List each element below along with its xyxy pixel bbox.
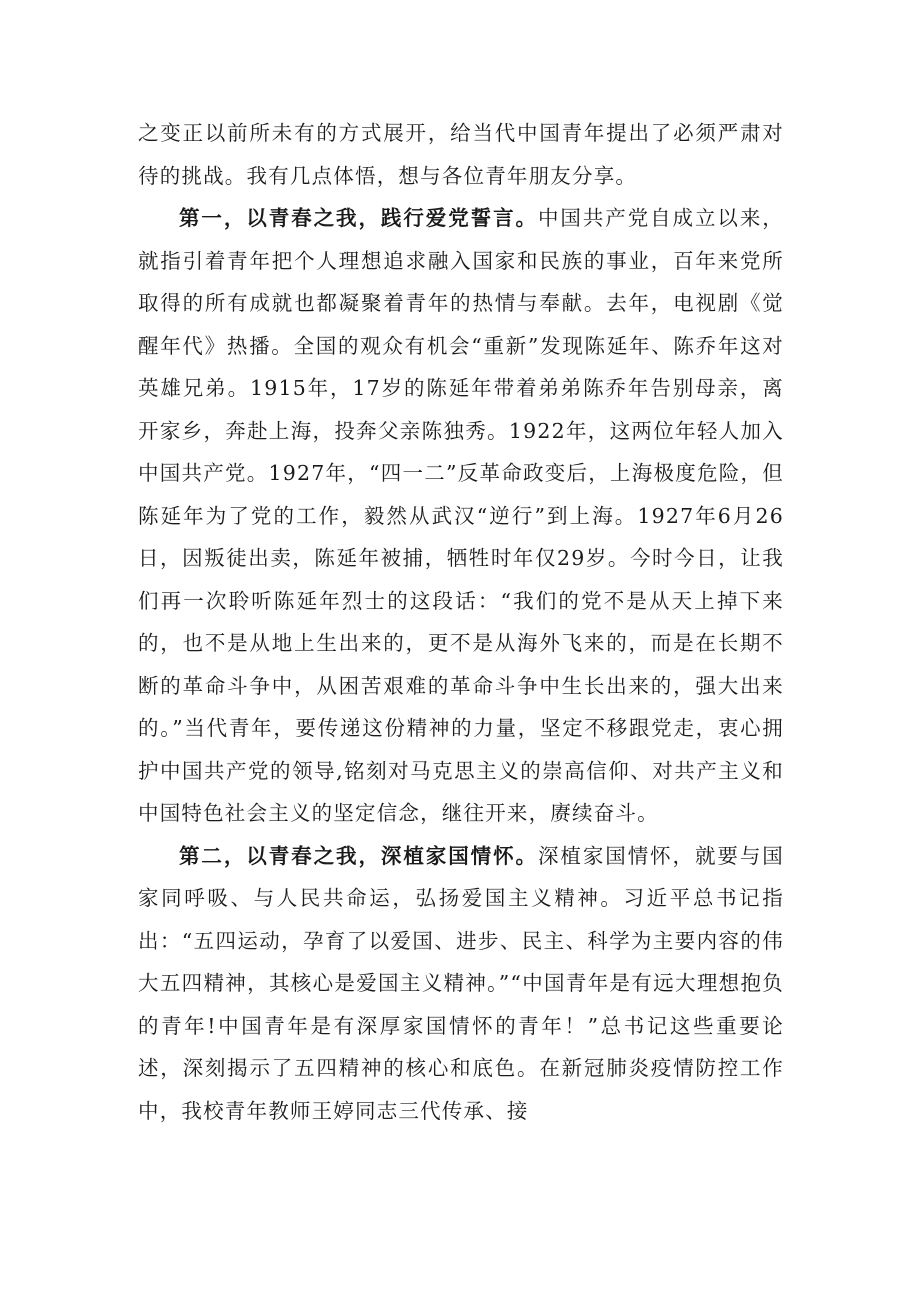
paragraph-second-point — [138, 835, 784, 1133]
paragraph-text: 之变正以前所未有的方式展开，给当代中国青年提出了必须严肃对待的挑战。我有几点体悟，想与各位青年朋友分享。 — [138, 121, 784, 188]
document-body — [138, 112, 784, 1132]
paragraph-continuation — [138, 112, 784, 197]
paragraph-text: 深植家国情怀，就要与国家同呼吸、与人民共命运，弘扬爱国主义精神。习近平总书记指出：“五四运动，孕育了以爱国、进步、民主、科学为主要内容的伟大五四精神，其核心是爱国主义精神。”“中国青年是有远大理想抱负的青年!中国青年是有深厚家国情怀的青年！”总书记这些重要论述，深刻揭示了五四精神的核心和底色。在新冠肺炎疫情防控工作中，我校青年教师王婷同志三代传承、接 — [138, 843, 784, 1123]
paragraph-heading: 第二，以青春之我，深植家国情怀。 — [179, 843, 538, 868]
paragraph-first-point — [138, 197, 784, 835]
paragraph-text: 中国共产党自成立以来，就指引着青年把个人理想追求融入国家和民族的事业，百年来党所取得的所有成就也都凝聚着青年的热情与奉献。去年，电视剧《觉醒年代》热播。全国的观众有机会“重新”发现陈延年、陈乔年这对英雄兄弟。1915年，17岁的陈延年带着弟弟陈乔年告别母亲，离开家乡，奔赴上海，投奔父亲陈独秀。1922年，这两位年轻人加入中国共产党。1927年，“四一二”反革命政变后，上海极度危险，但陈延年为了党的工作，毅然从武汉“逆行”到上海。1927年6月26日，因叛徒出卖，陈延年被捕，牺牲时年仅29岁。今时今日，让我们再一次聆听陈延年烈士的这段话：“我们的党不是从天上掉下来的，也不是从地上生出来的，更不是从海外飞来的，而是在长期不断的革命斗争中，从困苦艰难的革命斗争中生长出来的，强大出来的。”当代青年，要传递这份精神的力量，坚定不移跟党走，衷心拥护中国共产党的领导,铭刻对马克思主义的崇高信仰、对共产主义和中国特色社会主义的坚定信念，继往开来，赓续奋斗。 — [138, 206, 784, 825]
paragraph-heading: 第一，以青春之我，践行爱党誓言。 — [179, 206, 538, 230]
